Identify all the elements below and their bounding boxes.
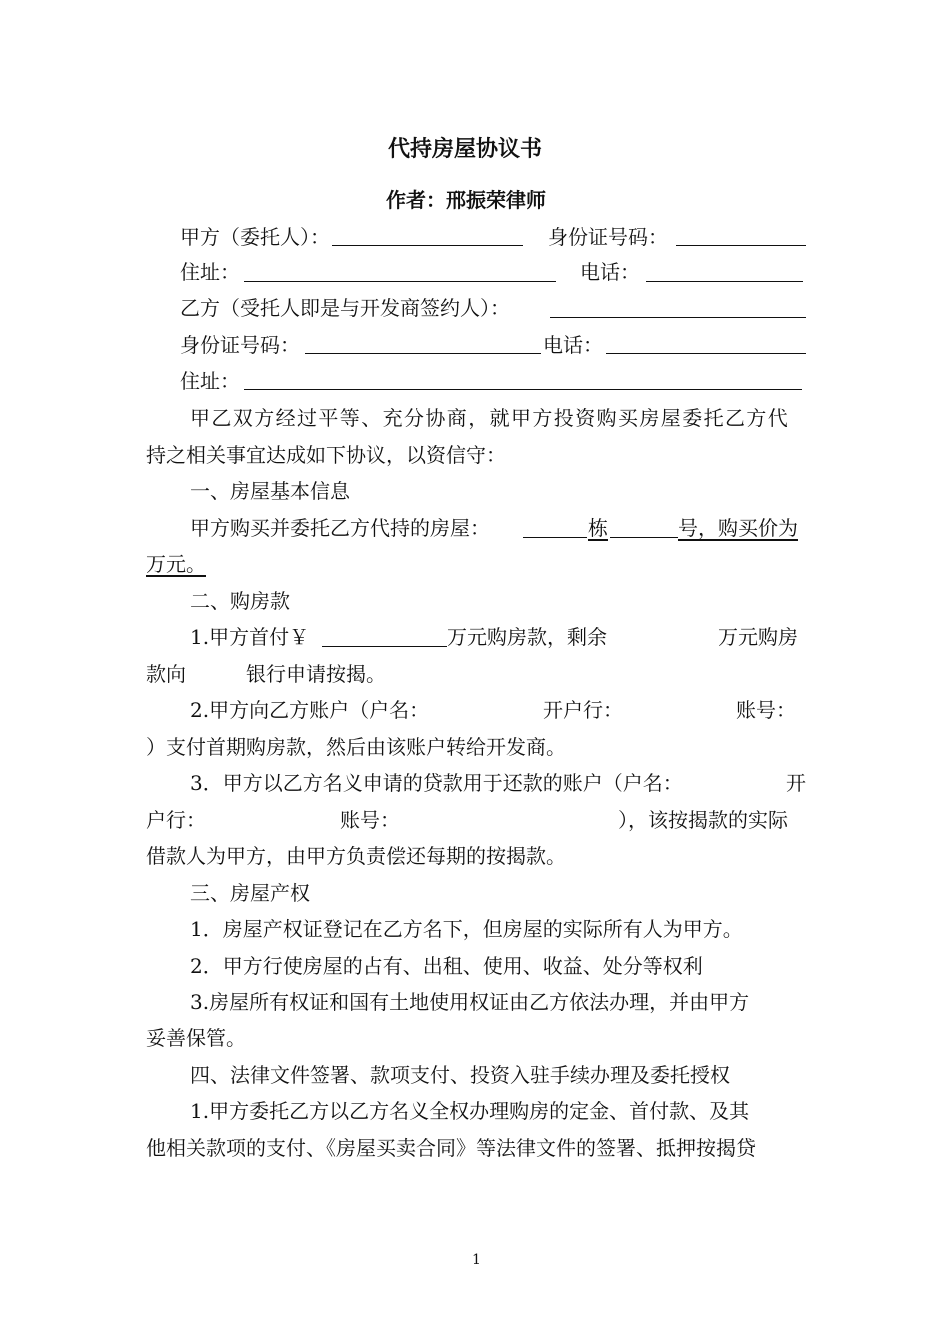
repayment-bank-label: 户行： [146, 808, 206, 832]
section-1-heading: 一、房屋基本信息 [190, 479, 350, 503]
repayment-bank-prefix: 开 [786, 771, 806, 795]
address-blank [244, 281, 556, 282]
section-1-text: 甲方购买并委托乙方代持的房屋： [190, 516, 490, 540]
id-number-label: 身份证号码： [548, 225, 668, 249]
unit-blank [610, 537, 678, 538]
id-number-blank [676, 245, 806, 246]
price-label: 号，购买价为 [678, 516, 798, 540]
remaining-label: 万元购房款，剩余 [447, 625, 607, 649]
bank-suffix: 银行申请按揭。 [246, 662, 386, 686]
ownership-item-3-line-1: 3.房屋所有权证和国有土地使用权证由乙方依法办理，并由甲方 [190, 990, 750, 1014]
id-number-b-blank [305, 353, 541, 354]
address-label: 住址： [180, 260, 240, 284]
author-line: 作者：邢振荣律师 [386, 188, 546, 212]
down-payment-blank [322, 646, 447, 647]
section-4-heading: 四、法律文件签署、款项支付、投资入驻手续办理及委托授权 [190, 1063, 730, 1087]
account-name-label: 2.甲方向乙方账户（户名： [190, 698, 430, 722]
ownership-item-3-line-2: 妥善保管。 [146, 1026, 246, 1050]
address-b-label: 住址： [180, 369, 240, 393]
section-2-heading: 二、购房款 [190, 589, 290, 613]
repayment-account-label: 3．甲方以乙方名义申请的贷款用于还款的账户（户名： [190, 771, 683, 795]
bank-prefix: 款向 [146, 662, 186, 686]
address-b-blank [244, 389, 802, 390]
ownership-item-2: 2．甲方行使房屋的占有、出租、使用、收益、处分等权利 [190, 954, 703, 978]
party-b-blank [550, 317, 806, 318]
loan-amount-label: 万元购房 [718, 625, 798, 649]
page-number: 1 [472, 1252, 481, 1268]
section-3-heading: 三、房屋产权 [190, 881, 310, 905]
document-title: 代持房屋协议书 [388, 137, 543, 162]
party-a-label: 甲方（委托人）： [180, 225, 330, 249]
borrower-line: 借款人为甲方，由甲方负责偿还每期的按揭款。 [146, 844, 566, 868]
payment-transfer-text: ）支付首期购房款，然后由该账户转给开发商。 [146, 735, 566, 759]
id-number-b-label: 身份证号码： [180, 333, 300, 357]
phone-b-label: 电话： [543, 333, 603, 357]
down-payment-label: 1.甲方首付￥ [190, 625, 310, 649]
building-blank [523, 537, 587, 538]
phone-label: 电话： [580, 260, 640, 284]
account-number-label: 账号： [736, 698, 796, 722]
authorization-line-2: 他相关款项的支付、《房屋买卖合同》等法律文件的签署、抵押按揭贷 [146, 1136, 756, 1160]
repayment-account-number-label: 账号： [340, 808, 400, 832]
intro-line-1: 甲乙双方经过平等、充分协商，就甲方投资购买房屋委托乙方代 [190, 406, 790, 430]
phone-b-blank [606, 353, 806, 354]
phone-blank [646, 281, 803, 282]
building-label: 栋 [588, 516, 608, 540]
party-a-blank [332, 245, 523, 246]
actual-borrower-text: ），该按揭款的实际 [618, 808, 788, 832]
party-b-label: 乙方（受托人即是与开发商签约人）： [180, 296, 510, 320]
bank-branch-label: 开户行： [543, 698, 623, 722]
authorization-line-1: 1.甲方委托乙方以乙方名义全权办理购房的定金、首付款、及其 [190, 1099, 750, 1123]
ownership-item-1: 1．房屋产权证登记在乙方名下，但房屋的实际所有人为甲方。 [190, 917, 743, 941]
intro-line-2: 持之相关事宜达成如下协议，以资信守： [146, 443, 506, 467]
price-unit: 万元。 [146, 552, 206, 576]
